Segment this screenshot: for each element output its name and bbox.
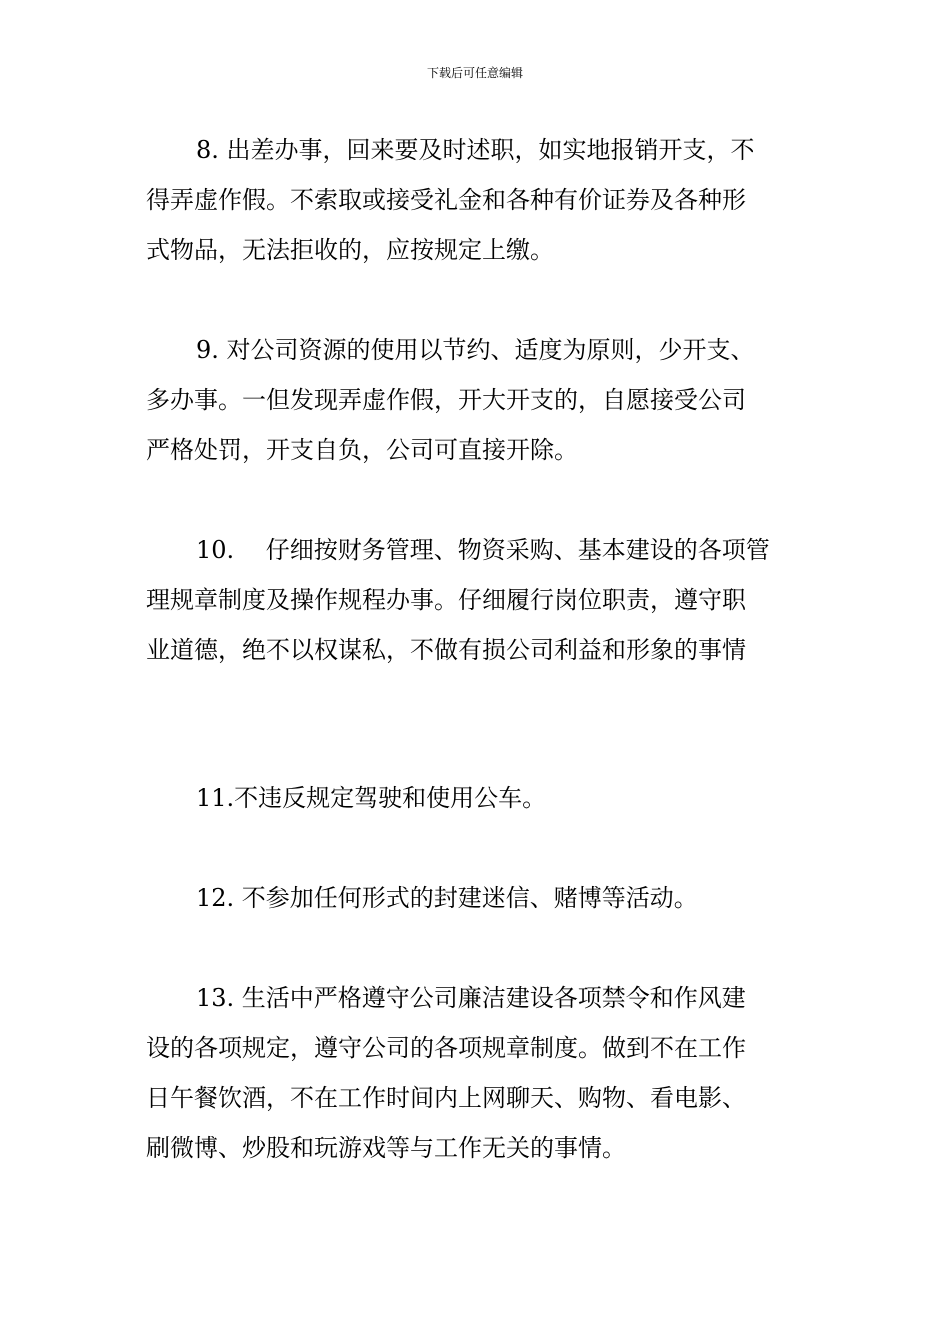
- paragraph-8-line-2: 得弄虚作假。不索取或接受礼金和各种有价证券及各种形: [146, 186, 746, 214]
- paragraph-11-line-1: 11.不违反规定驾驶和使用公车。: [196, 784, 547, 812]
- paragraph-9-line-1: 9. 对公司资源的使用以节约、适度为原则，少开支、: [196, 336, 755, 364]
- paragraph-10-line-2: 理规章制度及操作规程办事。仔细履行岗位职责，遵守职: [146, 586, 746, 614]
- paragraph-9-line-3: 严格处罚，开支自负，公司可直接开除。: [146, 436, 578, 464]
- paragraph-10-line-1: 10. 仔细按财务管理、物资采购、基本建设的各项管: [196, 536, 770, 564]
- paragraph-13-line-1: 13. 生活中严格遵守公司廉洁建设各项禁令和作风建: [196, 984, 746, 1012]
- paragraph-8-line-3: 式物品，无法拒收的，应按规定上缴。: [146, 236, 554, 264]
- paragraph-10-line-3: 业道德，绝不以权谋私，不做有损公司利益和形象的事情: [146, 636, 746, 664]
- paragraph-8-line-1: 8. 出差办事，回来要及时述职，如实地报销开支，不: [196, 136, 755, 164]
- paragraph-12-line-1: 12. 不参加任何形式的封建迷信、赌博等活动。: [196, 884, 698, 912]
- paragraph-9-line-2: 多办事。一但发现弄虚作假，开大开支的，自愿接受公司: [146, 386, 746, 414]
- paragraph-13-line-4: 刷微博、炒股和玩游戏等与工作无关的事情。: [146, 1134, 626, 1162]
- page-header: 下载后可任意编辑: [426, 66, 523, 80]
- paragraph-13-line-2: 设的各项规定，遵守公司的各项规章制度。做到不在工作: [146, 1034, 746, 1062]
- paragraph-13-line-3: 日午餐饮酒，不在工作时间内上网聊天、购物、看电影、: [146, 1084, 746, 1112]
